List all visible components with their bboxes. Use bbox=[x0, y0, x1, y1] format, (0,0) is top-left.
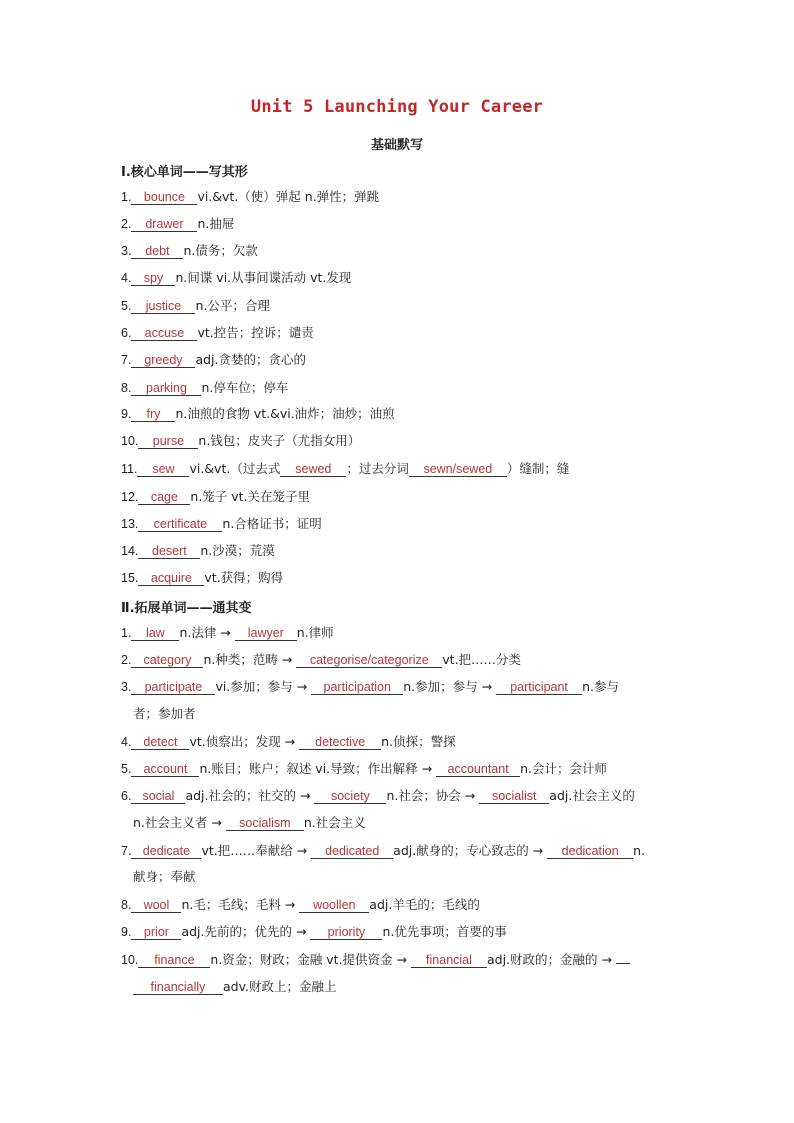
answer-blank bbox=[616, 963, 630, 964]
answer-blank: parking bbox=[131, 381, 201, 396]
answer-blank: society bbox=[314, 789, 386, 804]
answer-blank: financially bbox=[133, 980, 223, 995]
answer-blank: categorise/categorize bbox=[296, 653, 442, 668]
answer-blank: wool bbox=[131, 898, 181, 913]
answer-blank: dedicate bbox=[131, 844, 201, 859]
list-item: 8. wool n.毛；毛线；毛料 → woollen adj.羊毛的；毛线的 bbox=[121, 897, 480, 912]
answer-blank: spy bbox=[131, 271, 175, 286]
list-item: 11. sew vi.&vt.（过去式 sewed ；过去分词 sewn/sewed ）缝制；缝 bbox=[121, 461, 570, 476]
answer-blank: greedy bbox=[131, 353, 195, 368]
answer-blank: socialism bbox=[226, 816, 304, 831]
list-item: 6. social adj.社会的；社交的 → society n.社会；协会 → socialist adj.社会主义的 bbox=[121, 788, 635, 803]
answer-blank: purse bbox=[138, 434, 198, 449]
list-item: 2. drawer n.抽屉 bbox=[121, 216, 235, 231]
answer-blank: drawer bbox=[131, 217, 197, 232]
answer-blank: woollen bbox=[299, 898, 369, 913]
answer-blank: social bbox=[131, 789, 185, 804]
answer-blank: sewn/sewed bbox=[409, 462, 507, 477]
list-item: 3. participate vi.参加；参与 → participation n.参加；参与 → participant n.参与 bbox=[121, 679, 619, 694]
page-subtitle: 基础默写 bbox=[370, 138, 423, 153]
answer-blank: category bbox=[131, 653, 203, 668]
answer-blank: socialist bbox=[479, 789, 549, 804]
list-item: 8. parking n.停车位；停车 bbox=[121, 380, 289, 395]
answer-blank: detect bbox=[131, 735, 189, 750]
list-item: 9. prior adj.先前的；优先的 → priority n.优先事项；首要的事 bbox=[121, 924, 507, 939]
answer-blank: debt bbox=[131, 244, 183, 259]
answer-blank: sew bbox=[137, 462, 189, 477]
answer-blank: desert bbox=[138, 544, 200, 559]
answer-blank: accuse bbox=[131, 326, 197, 341]
list-item: 1. law n.法律 → lawyer n.律师 bbox=[121, 625, 334, 640]
answer-blank: dedication bbox=[547, 844, 633, 859]
list-item: 2. category n.种类；范畴 → categorise/categorize vt.把……分类 bbox=[121, 652, 522, 667]
list-item: 6. accuse vt.控告；控诉；谴责 bbox=[121, 325, 314, 340]
list-item: 10. purse n.钱包；皮夹子（尤指女用） bbox=[121, 433, 361, 448]
answer-blank: participate bbox=[131, 680, 215, 695]
continuation-text: financially adv.财政上；金融上 bbox=[133, 979, 337, 995]
answer-blank: certificate bbox=[138, 517, 222, 532]
answer-blank: participation bbox=[311, 680, 403, 695]
answer-blank: acquire bbox=[138, 571, 204, 586]
answer-blank: fry bbox=[131, 407, 175, 422]
answer-blank: law bbox=[131, 626, 179, 641]
continuation-text: n.社会主义者 → socialism n.社会主义 bbox=[133, 815, 366, 830]
list-item: 1. bounce vi.&vt.（使）弹起 n.弹性；弹跳 bbox=[121, 189, 380, 204]
section2-heading: Ⅱ.拓展单词——通其变 bbox=[121, 601, 252, 616]
list-item: 3. debt n.债务；欠款 bbox=[121, 243, 258, 258]
list-item: 9. fry n.油煎的食物 vt.&vi.油炸；油炒；油煎 bbox=[121, 406, 395, 421]
answer-blank: sewed bbox=[280, 462, 346, 477]
page-title: Unit 5 Launching Your Career bbox=[250, 97, 544, 117]
list-item: 5. justice n.公平；合理 bbox=[121, 298, 270, 313]
answer-blank: bounce bbox=[131, 190, 197, 205]
continuation-text: 者；参加者 bbox=[133, 706, 196, 721]
answer-blank: justice bbox=[131, 299, 195, 314]
answer-blank: priority bbox=[310, 925, 382, 940]
answer-blank: lawyer bbox=[235, 626, 297, 641]
answer-blank: participant bbox=[496, 680, 582, 695]
continuation-text: 献身；奉献 bbox=[133, 869, 196, 884]
list-item: 13. certificate n.合格证书；证明 bbox=[121, 516, 322, 531]
list-item: 7. dedicate vt.把……奉献给 → dedicated adj.献身的；专心致志的 → dedication n. bbox=[121, 843, 646, 858]
answer-blank: accountant bbox=[436, 762, 520, 777]
answer-blank: prior bbox=[131, 925, 181, 940]
list-item: 4. detect vt.侦察出；发现 → detective n.侦探；警探 bbox=[121, 734, 456, 749]
answer-blank: cage bbox=[138, 490, 190, 505]
section1-heading: Ⅰ.核心单词——写其形 bbox=[121, 165, 248, 180]
answer-blank: account bbox=[131, 762, 199, 777]
answer-blank: financial bbox=[411, 953, 487, 968]
list-item: 12. cage n.笼子 vt.关在笼子里 bbox=[121, 489, 311, 504]
answer-blank: finance bbox=[138, 953, 210, 968]
list-item: 7. greedy adj.贪婪的；贪心的 bbox=[121, 352, 306, 367]
list-item: 14. desert n.沙漠；荒漠 bbox=[121, 543, 275, 558]
list-item: 4. spy n.间谍 vi.从事间谍活动 vt.发现 bbox=[121, 270, 352, 285]
list-item: 5. account n.账目；账户；叙述 vi.导致；作出解释 → accountant n.会计；会计师 bbox=[121, 761, 608, 776]
list-item: 15. acquire vt.获得；购得 bbox=[121, 570, 284, 585]
answer-blank: detective bbox=[299, 735, 381, 750]
answer-blank: dedicated bbox=[311, 844, 393, 859]
list-item: 10. finance n.资金；财政；金融 vt.提供资金 → financial adj.财政的；金融的 → bbox=[121, 952, 630, 968]
